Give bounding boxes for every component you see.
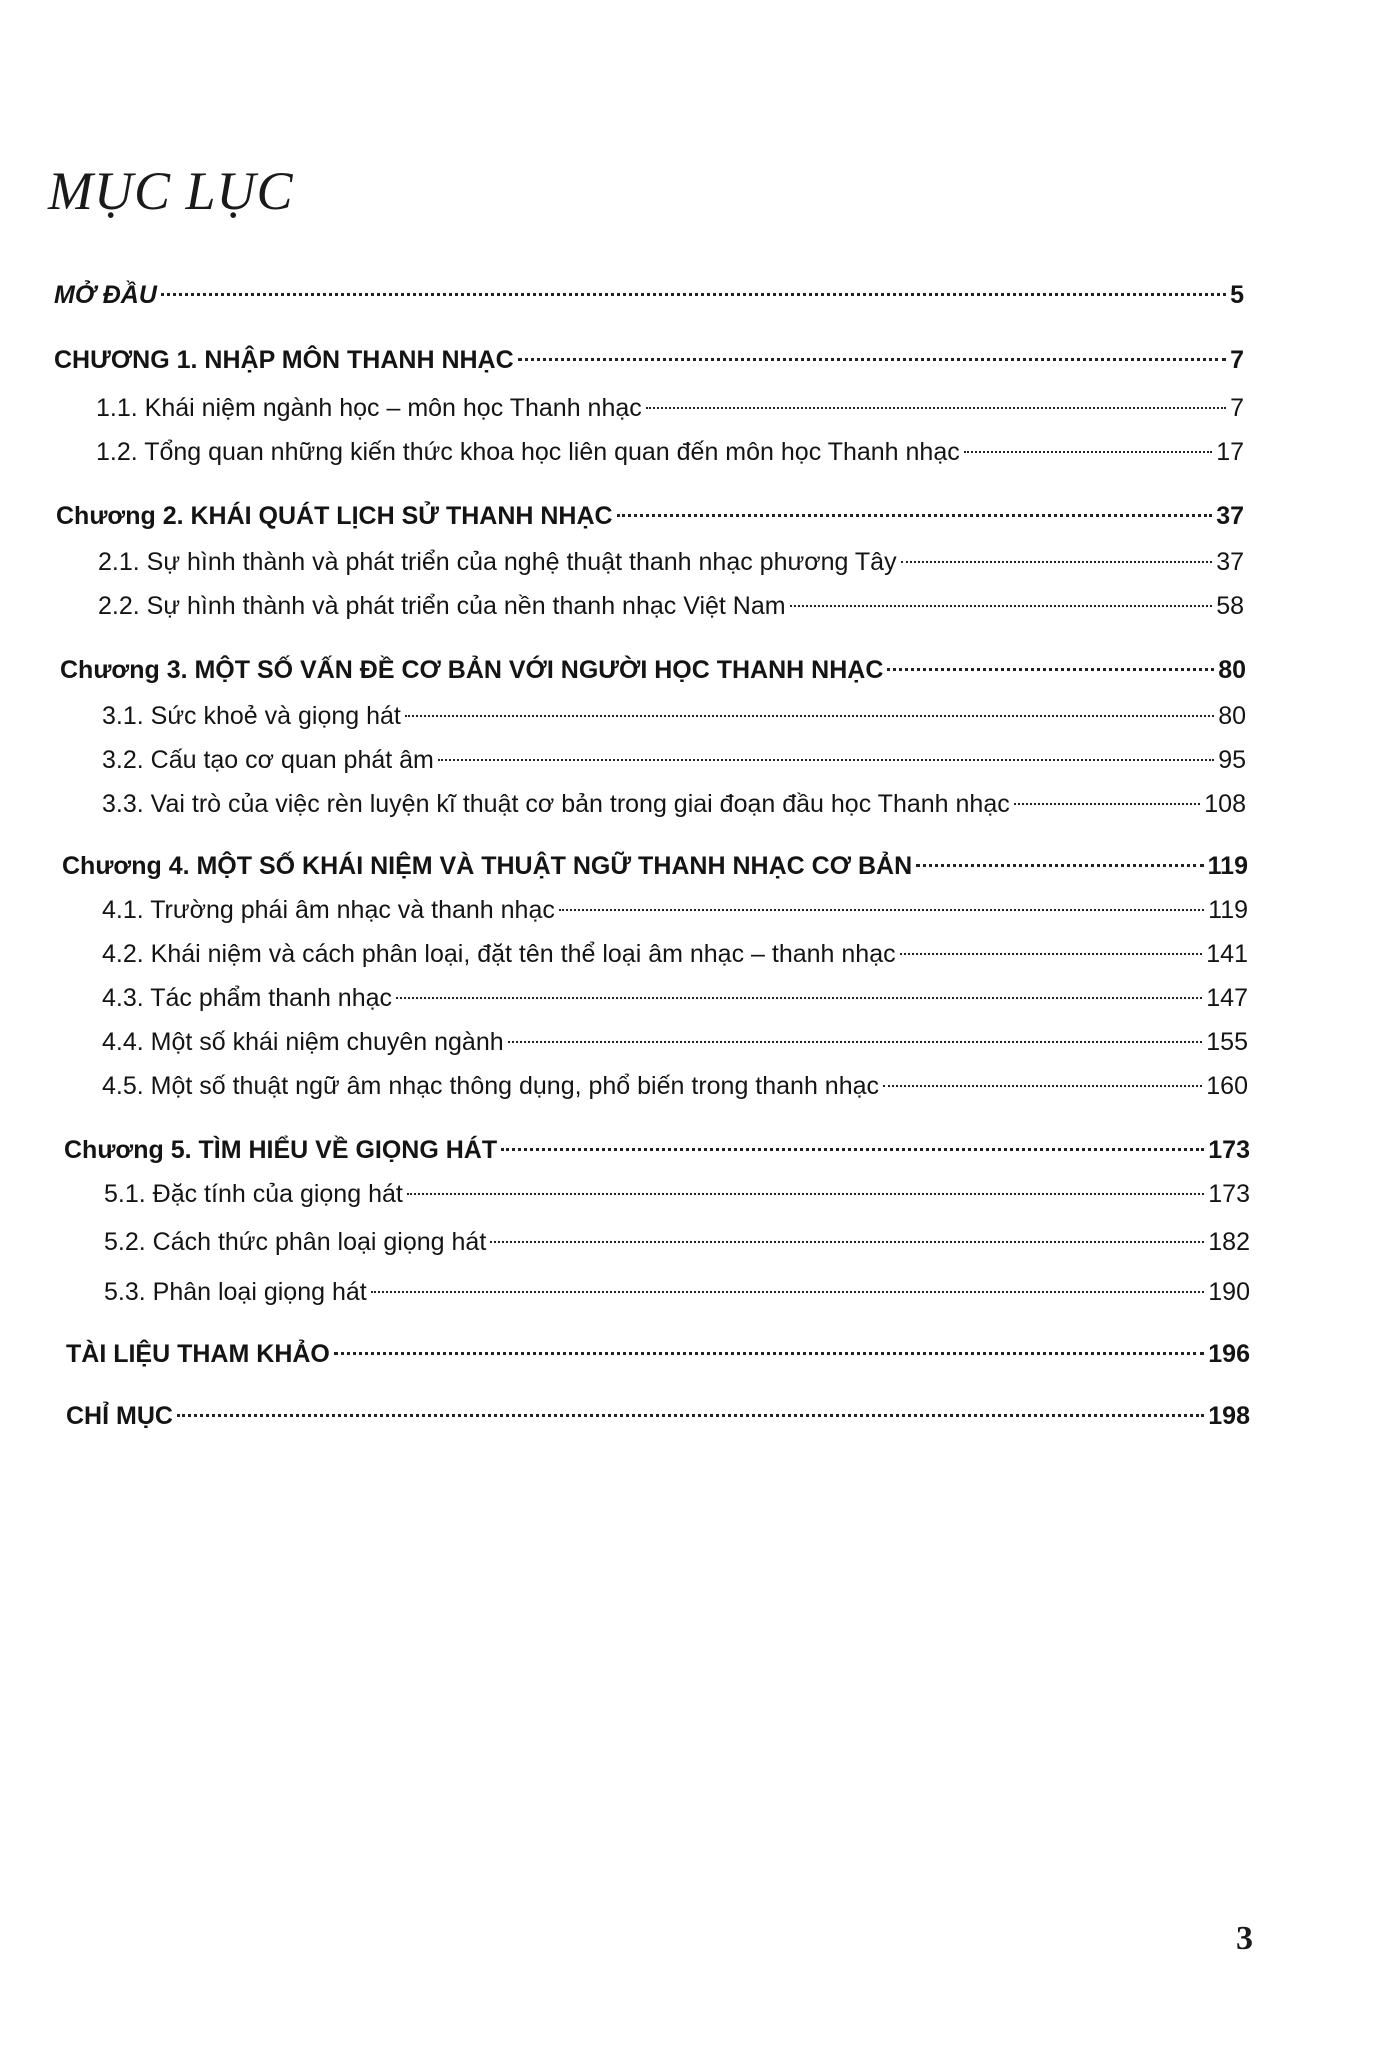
toc-entry-page: 58	[1216, 592, 1244, 620]
toc-entry-label: 3.2. Cấu tạo cơ quan phát âm	[102, 746, 434, 774]
toc-entry-section-5-2[interactable]	[104, 1222, 1250, 1262]
toc-entry-label: 2.1. Sự hình thành và phát triển của nghệ thuật thanh nhạc phương Tây	[98, 548, 897, 576]
toc-entry-label: 4.5. Một số thuật ngữ âm nhạc thông dụng, phổ biến trong thanh nhạc	[102, 1072, 880, 1100]
toc-entry-chapter-2[interactable]	[56, 496, 1244, 536]
dot-leader	[559, 909, 1204, 911]
dot-leader	[407, 1193, 1204, 1195]
toc-entry-page: 141	[1206, 940, 1248, 968]
dot-leader	[334, 1352, 1204, 1355]
toc-entry-chapter-1[interactable]	[54, 340, 1244, 380]
toc-entry-label: 3.3. Vai trò của việc rèn luyện kĩ thuật cơ bản trong giai đoạn đầu học Thanh nhạc	[102, 790, 1010, 818]
toc-entry-label: 5.2. Cách thức phân loại giọng hát	[104, 1228, 487, 1256]
toc-entry-page: 182	[1208, 1228, 1250, 1256]
toc-entry-label: 5.1. Đặc tính của giọng hát	[104, 1180, 403, 1208]
toc-entry-page: 190	[1208, 1278, 1250, 1306]
toc-entry-page: 5	[1230, 281, 1244, 309]
toc-entry-section-3-2[interactable]	[102, 740, 1246, 780]
dot-leader	[887, 668, 1214, 671]
toc-entry-references[interactable]	[66, 1334, 1250, 1374]
toc-entry-label: 3.1. Sức khoẻ và giọng hát	[102, 702, 401, 730]
page-number: 3	[1236, 1920, 1253, 1957]
toc-entry-section-3-3[interactable]	[102, 784, 1246, 824]
toc-entry-label: 4.4. Một số khái niệm chuyên ngành	[102, 1028, 504, 1056]
toc-entry-label: Chương 2. KHÁI QUÁT LỊCH SỬ THANH NHẠC	[56, 502, 613, 530]
toc-entry-section-4-2[interactable]	[102, 934, 1248, 974]
toc-entry-section-2-2[interactable]	[98, 586, 1244, 626]
toc-entry-page: 7	[1230, 346, 1244, 374]
toc-entry-page: 37	[1216, 502, 1244, 530]
dot-leader	[964, 451, 1212, 453]
toc-entry-label: 1.2. Tổng quan những kiến thức khoa học liên quan đến môn học Thanh nhạc	[96, 438, 960, 466]
toc-entry-chapter-4[interactable]	[62, 846, 1248, 886]
dot-leader	[371, 1291, 1205, 1293]
dot-leader	[1014, 803, 1201, 805]
toc-entry-page: 198	[1208, 1402, 1250, 1430]
dot-leader	[900, 953, 1203, 955]
toc-entry-page: 80	[1218, 656, 1246, 684]
toc-entry-section-5-3[interactable]	[104, 1272, 1250, 1312]
toc-entry-index[interactable]	[66, 1396, 1250, 1436]
toc-entry-label: 1.1. Khái niệm ngành học – môn học Thanh nhạc	[96, 394, 642, 422]
toc-entry-chapter-5[interactable]	[64, 1130, 1250, 1170]
toc-entry-section-4-3[interactable]	[102, 978, 1248, 1018]
toc-entry-label: 2.2. Sự hình thành và phát triển của nền thanh nhạc Việt Nam	[98, 592, 786, 620]
toc-entry-page: 119	[1207, 852, 1248, 880]
toc-entry-label: CHƯƠNG 1. NHẬP MÔN THANH NHẠC	[54, 346, 514, 374]
toc-entry-section-5-1[interactable]	[104, 1174, 1250, 1214]
toc-entry-page: 7	[1230, 394, 1244, 422]
toc-entry-section-2-1[interactable]	[98, 542, 1244, 582]
toc-entry-section-4-4[interactable]	[102, 1022, 1248, 1062]
dot-leader	[901, 561, 1213, 563]
toc-title: MỤC LỤC	[48, 161, 294, 221]
toc-entry-label: Chương 4. MỘT SỐ KHÁI NIỆM VÀ THUẬT NGỮ THANH NHẠC CƠ BẢN	[62, 852, 913, 880]
dot-leader	[177, 1414, 1204, 1417]
toc-entry-label: 4.1. Trường phái âm nhạc và thanh nhạc	[102, 896, 555, 924]
dot-leader	[790, 605, 1213, 607]
toc-entry-page: 119	[1208, 896, 1248, 924]
toc-entry-page: 173	[1208, 1180, 1250, 1208]
toc-entry-page: 147	[1206, 984, 1248, 1012]
toc-entry-label: Chương 3. MỘT SỐ VẤN ĐỀ CƠ BẢN VỚI NGƯỜI HỌC THANH NHẠC	[60, 656, 884, 684]
dot-leader	[405, 715, 1214, 717]
toc-entry-page: 196	[1208, 1340, 1250, 1368]
toc-entry-label: 5.3. Phân loại giọng hát	[104, 1278, 367, 1306]
toc-entry-introduction[interactable]	[54, 275, 1244, 315]
toc-entry-label: 4.2. Khái niệm và cách phân loại, đặt tên thể loại âm nhạc – thanh nhạc	[102, 940, 896, 968]
toc-entry-section-4-1[interactable]	[102, 890, 1248, 930]
dot-leader	[883, 1085, 1202, 1087]
toc-entry-page: 80	[1218, 702, 1246, 730]
toc-entry-label: TÀI LIỆU THAM KHẢO	[66, 1340, 330, 1368]
dot-leader	[501, 1148, 1204, 1151]
dot-leader	[161, 293, 1226, 296]
toc-entry-section-1-1[interactable]	[96, 388, 1244, 428]
toc-entry-page: 160	[1206, 1072, 1248, 1100]
toc-entry-page: 17	[1216, 438, 1244, 466]
toc-entry-section-4-5[interactable]	[102, 1066, 1248, 1106]
dot-leader	[518, 358, 1226, 361]
toc-entry-section-1-2[interactable]	[96, 432, 1244, 472]
dot-leader	[916, 864, 1204, 867]
toc-entry-page: 155	[1206, 1028, 1248, 1056]
dot-leader	[646, 407, 1226, 409]
toc-entry-label: MỞ ĐẦU	[54, 281, 157, 309]
toc-entry-label: 4.3. Tác phẩm thanh nhạc	[102, 984, 393, 1012]
dot-leader	[396, 997, 1202, 999]
toc-entry-page: 108	[1204, 790, 1246, 818]
dot-leader	[617, 514, 1213, 517]
toc-entry-chapter-3[interactable]	[60, 650, 1246, 690]
dot-leader	[490, 1241, 1204, 1243]
toc-entry-label: Chương 5. TÌM HIỂU VỀ GIỌNG HÁT	[64, 1136, 498, 1164]
toc-entry-section-3-1[interactable]	[102, 696, 1246, 736]
toc-entry-label: CHỈ MỤC	[66, 1402, 173, 1430]
toc-entry-page: 95	[1218, 746, 1246, 774]
toc-entry-page: 173	[1208, 1136, 1250, 1164]
dot-leader	[438, 759, 1214, 761]
dot-leader	[508, 1041, 1203, 1043]
toc-entry-page: 37	[1216, 548, 1244, 576]
